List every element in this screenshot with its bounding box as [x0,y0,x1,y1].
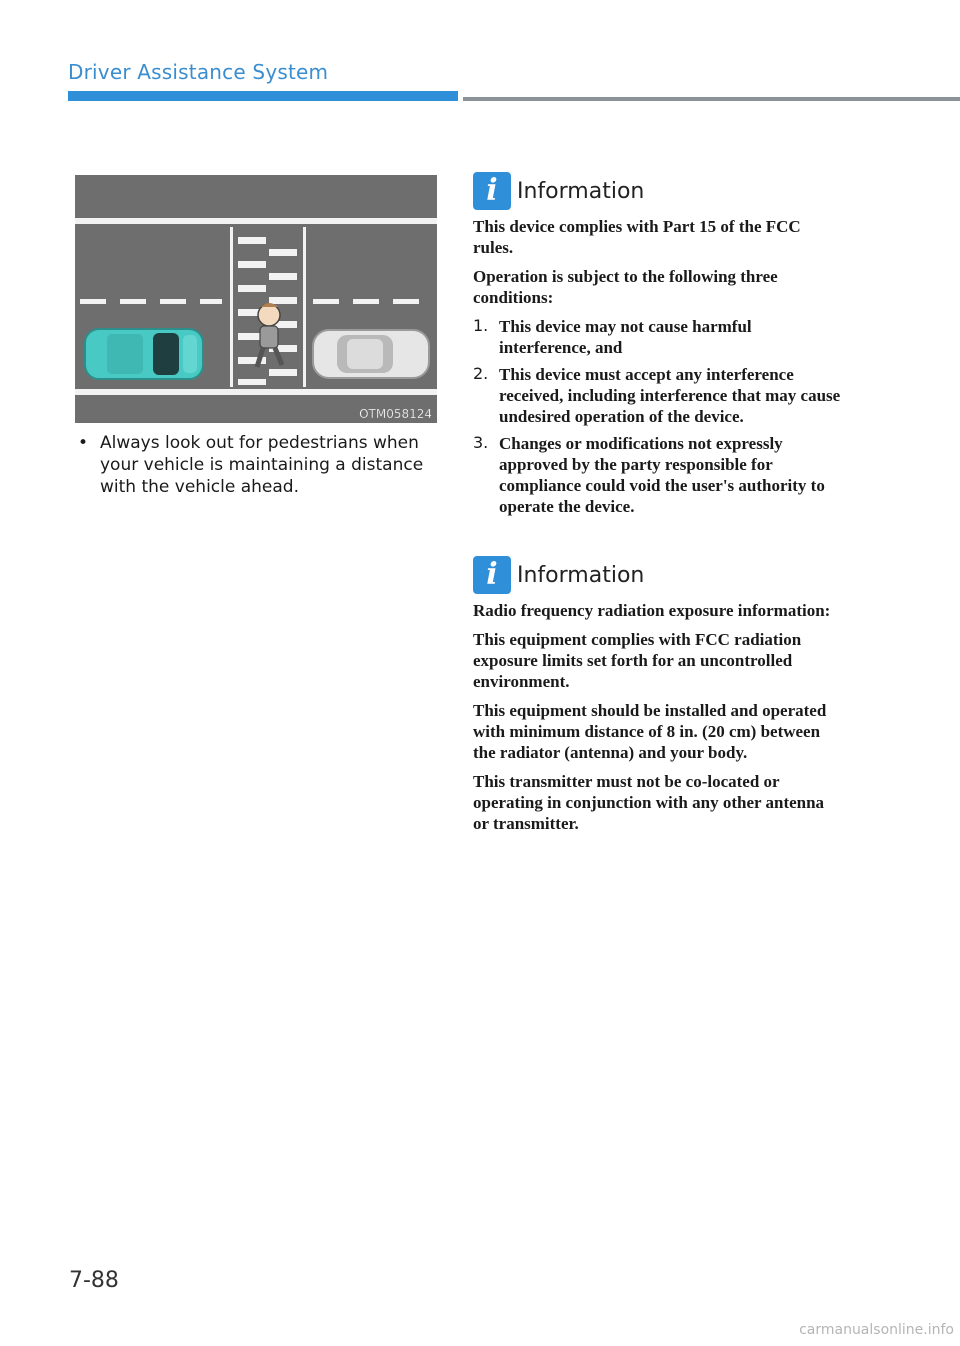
list-item [473,364,843,427]
list-number: 1. [473,316,489,335]
information-title: Information [517,562,645,588]
figure-code: OTM058124 [359,407,432,421]
watermark: carmanualsonline.info [799,1322,954,1338]
info-paragraph: Operation is subject to the following three conditions: [473,267,778,307]
section-title: Driver Assistance System [68,60,329,84]
header-accent-bar [68,91,458,101]
bullet-item [78,432,438,498]
bullet-text: Always look out for pedestrians when your vehicle is maintaining a distance with the vehicle ahead. [100,433,424,497]
list-text: This device must accept any interference received, including interference that may cause undesired operation of the device. [499,365,841,426]
list-item [473,316,843,358]
list-number: 3. [473,433,489,452]
bullet-dot: • [78,433,89,453]
info-icon: i [473,172,511,210]
list-text: This device may not cause harmful interference, and [499,317,752,357]
information-box-rf-exposure [473,556,843,842]
information-title: Information [517,178,645,204]
info-icon: i [473,556,511,594]
crosswalk-illustration [75,175,437,423]
silver-sedan [313,330,429,378]
stop-line [75,218,437,224]
info-paragraph: This device complies with Part 15 of the FCC rules. [473,217,801,257]
conditions-list [473,316,843,517]
info-paragraph: This transmitter must not be co-located or operating in conjunction with any other antenna or transmitter. [473,772,825,833]
teal-suv [85,329,203,379]
list-item [473,433,843,517]
list-number: 2. [473,364,489,383]
page-number: 7-88 [69,1268,119,1293]
header-rule [463,97,960,101]
info-paragraph: Radio frequency radiation exposure information: [473,601,831,620]
road-edge-line [75,389,437,395]
information-box-fcc [473,172,843,523]
info-paragraph: This equipment should be installed and operated with minimum distance of 8 in. (20 cm) between the radiator (antenna) and your body. [473,701,827,762]
list-text: Changes or modifications not expressly approved by the party responsible for compliance could void the user's authority to operate the device. [499,434,825,516]
info-paragraph: This equipment complies with FCC radiation exposure limits set forth for an uncontrolled environment. [473,630,802,691]
